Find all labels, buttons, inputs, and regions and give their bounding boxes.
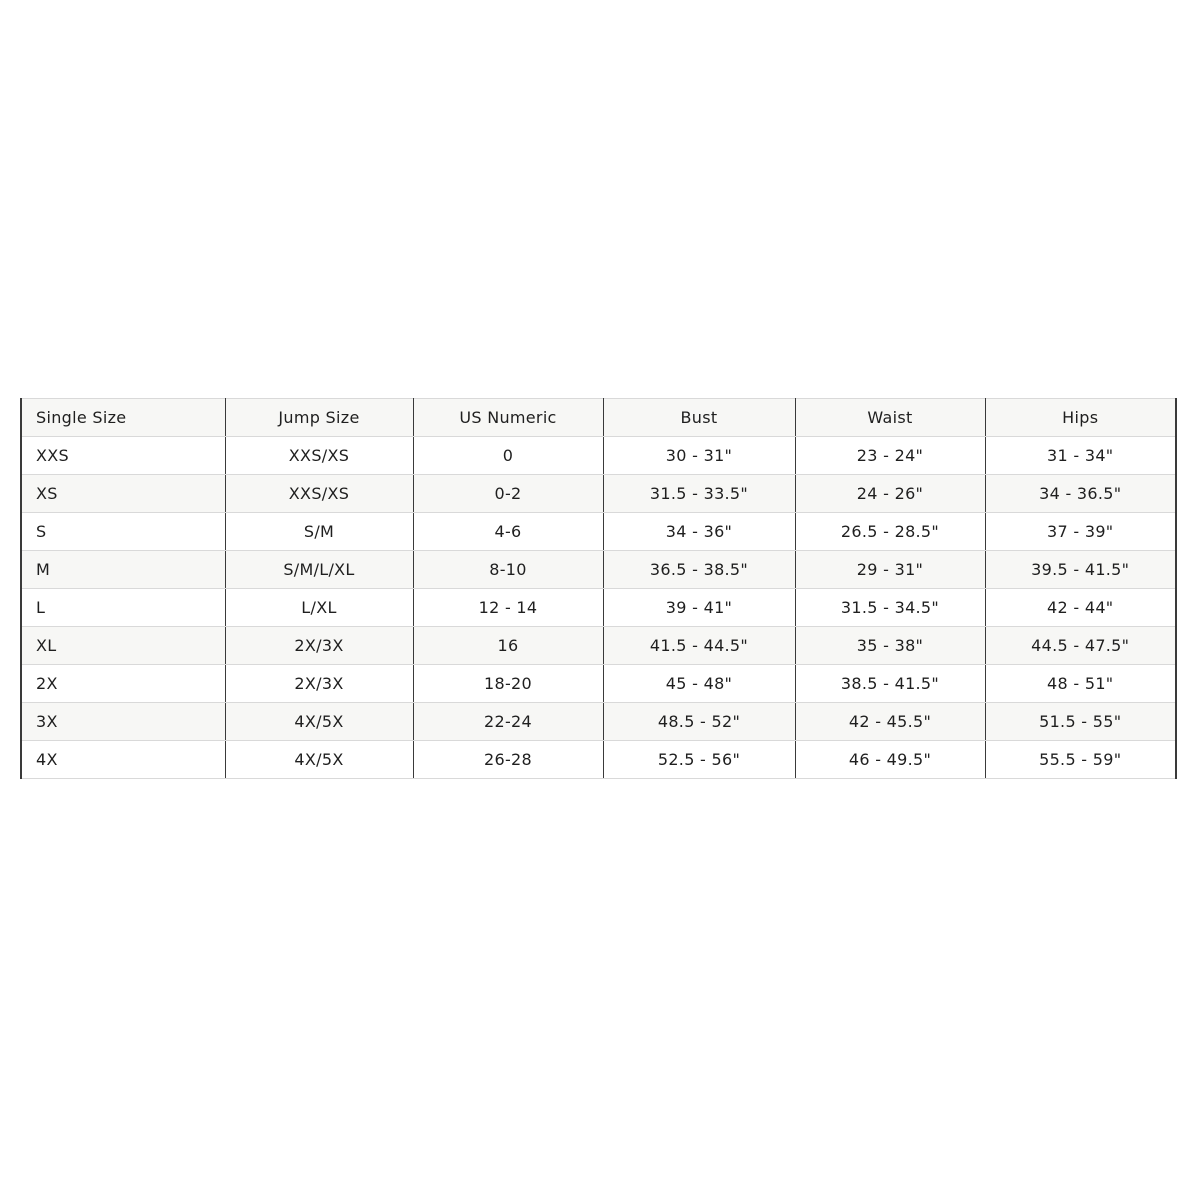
table-row [21,437,1176,475]
cell-us-numeric: 26-28 [413,741,603,779]
size-chart-header [21,399,1176,437]
cell-hips: 48 - 51" [985,665,1176,703]
header-single-size: Single Size [21,399,225,437]
cell-single-size: XL [21,627,225,665]
cell-waist: 29 - 31" [795,551,985,589]
header-bust: Bust [603,399,795,437]
cell-hips: 39.5 - 41.5" [985,551,1176,589]
cell-us-numeric: 22-24 [413,703,603,741]
cell-hips: 31 - 34" [985,437,1176,475]
cell-waist: 26.5 - 28.5" [795,513,985,551]
cell-bust: 52.5 - 56" [603,741,795,779]
header-hips: Hips [985,399,1176,437]
header-jump-size: Jump Size [225,399,413,437]
cell-us-numeric: 4-6 [413,513,603,551]
cell-waist: 24 - 26" [795,475,985,513]
cell-jump-size: 4X/5X [225,703,413,741]
cell-single-size: S [21,513,225,551]
cell-waist: 31.5 - 34.5" [795,589,985,627]
cell-jump-size: 2X/3X [225,665,413,703]
cell-bust: 34 - 36" [603,513,795,551]
cell-single-size: M [21,551,225,589]
cell-single-size: 3X [21,703,225,741]
table-row [21,703,1176,741]
cell-us-numeric: 16 [413,627,603,665]
cell-bust: 31.5 - 33.5" [603,475,795,513]
cell-hips: 55.5 - 59" [985,741,1176,779]
table-row [21,589,1176,627]
cell-jump-size: XXS/XS [225,475,413,513]
cell-single-size: L [21,589,225,627]
cell-single-size: 2X [21,665,225,703]
cell-us-numeric: 0 [413,437,603,475]
cell-jump-size: XXS/XS [225,437,413,475]
cell-us-numeric: 8-10 [413,551,603,589]
cell-single-size: XS [21,475,225,513]
cell-waist: 42 - 45.5" [795,703,985,741]
cell-waist: 35 - 38" [795,627,985,665]
cell-waist: 23 - 24" [795,437,985,475]
cell-hips: 44.5 - 47.5" [985,627,1176,665]
cell-bust: 36.5 - 38.5" [603,551,795,589]
cell-bust: 45 - 48" [603,665,795,703]
cell-jump-size: 2X/3X [225,627,413,665]
cell-jump-size: S/M/L/XL [225,551,413,589]
cell-bust: 39 - 41" [603,589,795,627]
table-row [21,475,1176,513]
cell-us-numeric: 12 - 14 [413,589,603,627]
cell-bust: 41.5 - 44.5" [603,627,795,665]
cell-single-size: XXS [21,437,225,475]
cell-bust: 30 - 31" [603,437,795,475]
table-row [21,741,1176,779]
cell-hips: 37 - 39" [985,513,1176,551]
cell-single-size: 4X [21,741,225,779]
header-waist: Waist [795,399,985,437]
table-row [21,627,1176,665]
table-row [21,513,1176,551]
cell-waist: 46 - 49.5" [795,741,985,779]
header-us-numeric: US Numeric [413,399,603,437]
size-chart-body [21,437,1176,779]
cell-hips: 51.5 - 55" [985,703,1176,741]
cell-us-numeric: 18-20 [413,665,603,703]
cell-us-numeric: 0-2 [413,475,603,513]
cell-jump-size: L/XL [225,589,413,627]
cell-bust: 48.5 - 52" [603,703,795,741]
header-row [21,399,1176,437]
cell-hips: 42 - 44" [985,589,1176,627]
cell-jump-size: 4X/5X [225,741,413,779]
size-chart-table [20,398,1177,779]
cell-jump-size: S/M [225,513,413,551]
cell-waist: 38.5 - 41.5" [795,665,985,703]
table-row [21,665,1176,703]
cell-hips: 34 - 36.5" [985,475,1176,513]
table-row [21,551,1176,589]
